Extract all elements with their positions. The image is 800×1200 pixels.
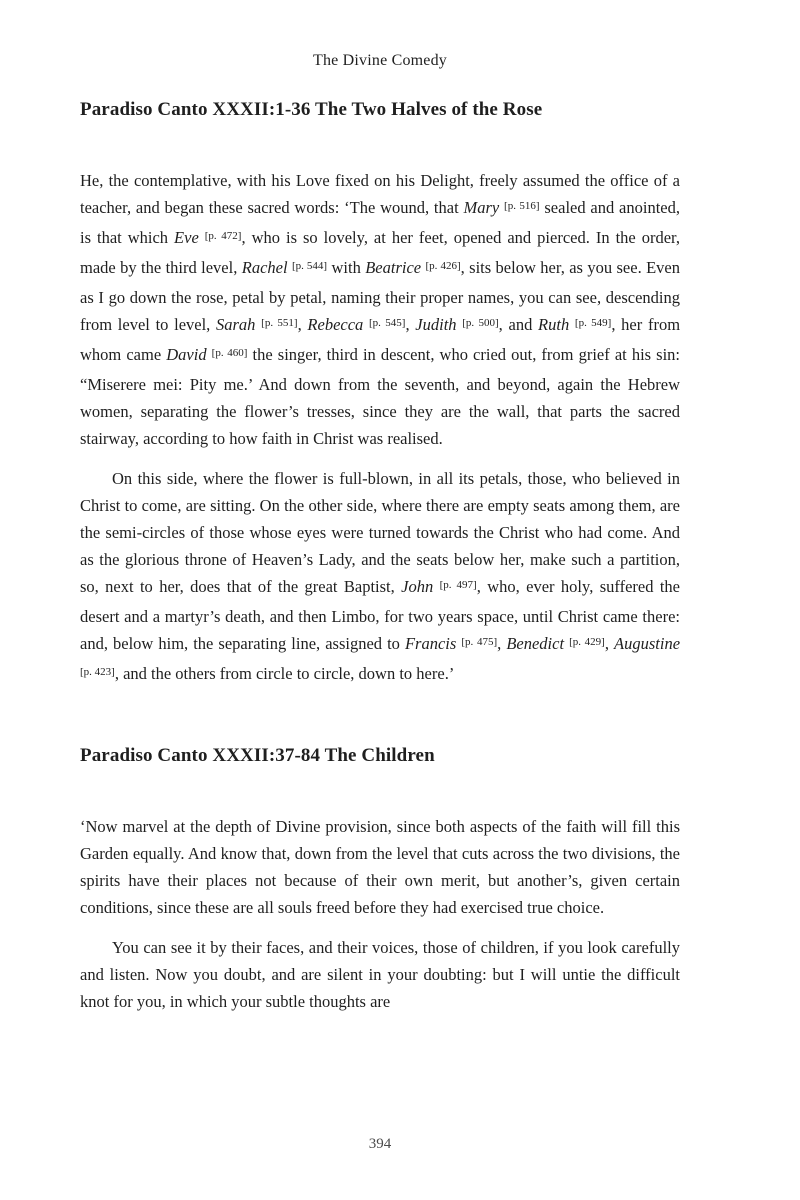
person-name: Mary [463, 198, 505, 217]
text-run: the singer, third in descent, who cried out, from grief at his sin: “Miserere mei: Pity me.’ And down from the seventh, and beyond, again the Hebrew women, separating the flower’s tresses, since they are the wall, that parts the sacred stairway, according to how faith in Christ was realised. [80, 345, 681, 448]
person-name: Benedict [506, 634, 570, 653]
text-run: , and [498, 315, 539, 334]
text-run: sealed and anointed, is that which [80, 198, 680, 247]
page-reference: [p. 516] [504, 200, 540, 212]
person-name: Sarah [216, 315, 262, 334]
page-reference: [p. 472] [204, 230, 242, 242]
text-run: He, the contemplative, with his Love fixed on his Delight, freely assumed the office of a teacher, and began these sacred words: ‘The wound, that [80, 171, 680, 217]
person-name: Beatrice [365, 258, 426, 277]
person-name: Judith [415, 315, 463, 334]
page-reference: [p. 426] [425, 260, 461, 272]
section-paragraphs [80, 813, 680, 1015]
text-run: , [497, 634, 507, 653]
person-name: Eve [174, 228, 205, 247]
text-run: , [604, 634, 615, 653]
page-reference: [p. 545] [369, 317, 406, 329]
text-run: , who, ever holy, suffered the desert and a martyr’s death, and then Limbo, for two years space, until Christ came there: and, below him, the separating line, assigned to [80, 577, 680, 653]
text-run: , who is so lovely, at her feet, opened and pierced. In the order, made by the third level, [80, 228, 680, 277]
page-reference: [p. 475] [461, 636, 498, 648]
page-reference: [p. 460] [211, 347, 248, 359]
text-run: You can see it by their faces, and their voices, those of children, if you look carefully and listen. Now you doubt, and are silent in your doubting: but I will untie the difficult knot for you, in which your subtle thoughts are [80, 938, 680, 1011]
page-reference: [p. 497] [439, 579, 477, 591]
paragraph [80, 934, 680, 1015]
person-name: David [166, 345, 212, 364]
text-run: On this side, where the flower is full-blown, in all its petals, those, who believed in Christ to come, are sitting. On the other side, where there are empty seats among them, are the semi-circles of those whose eyes were turned towards the Christ who had come. And as the glorious throne of Heaven’s Lady, and the seats below her, make such a partition, so, next to her, does that of the great Baptist, [80, 469, 680, 596]
text-run: , her from whom came [80, 315, 681, 364]
text-run: ‘Now marvel at the depth of Divine provision, since both aspects of the faith will fill this Garden equally. And know that, down from the level that cuts across the two divisions, the spirits have their places not because of their own merit, but another’s, given certain conditions, since these are all souls freed before they had exercised true choice. [80, 817, 680, 917]
text-run: , [297, 315, 308, 334]
text-run: , [405, 315, 416, 334]
text-run: with [327, 258, 366, 277]
paragraph [80, 167, 680, 452]
section-heading: Paradiso Canto XXXII:37-84 The Children [80, 745, 435, 766]
page-reference: [p. 423] [80, 666, 115, 678]
person-name: Ruth [538, 315, 575, 334]
page-reference: [p. 551] [261, 317, 298, 329]
person-name: Rebecca [307, 315, 370, 334]
section-paragraphs [80, 167, 680, 690]
page-reference: [p. 500] [462, 317, 499, 329]
paragraph [80, 465, 680, 690]
section-canto-37-84 [80, 745, 680, 1015]
page-reference: [p. 549] [574, 317, 612, 329]
section-heading: Paradiso Canto XXXII:1-36 The Two Halves of the Rose [80, 99, 543, 120]
person-name: Rachel [241, 258, 292, 277]
page-number: 394 [368, 1136, 392, 1152]
person-name: John [401, 577, 440, 596]
person-name: Augustine [614, 634, 681, 653]
paragraph [80, 813, 680, 921]
text-run: , and the others from circle to circle, down to here.’ [114, 664, 455, 683]
page-reference: [p. 429] [569, 636, 605, 648]
page-reference: [p. 544] [291, 260, 328, 272]
section-canto-1-36 [80, 99, 680, 690]
person-name: Francis [404, 634, 462, 653]
page-content [80, 0, 680, 1028]
running-header: The Divine Comedy [312, 52, 448, 69]
text-run: , sits below her, as you see. Even as I go down the rose, petal by petal, naming their proper names, you can see, descending from level to level, [80, 258, 681, 334]
